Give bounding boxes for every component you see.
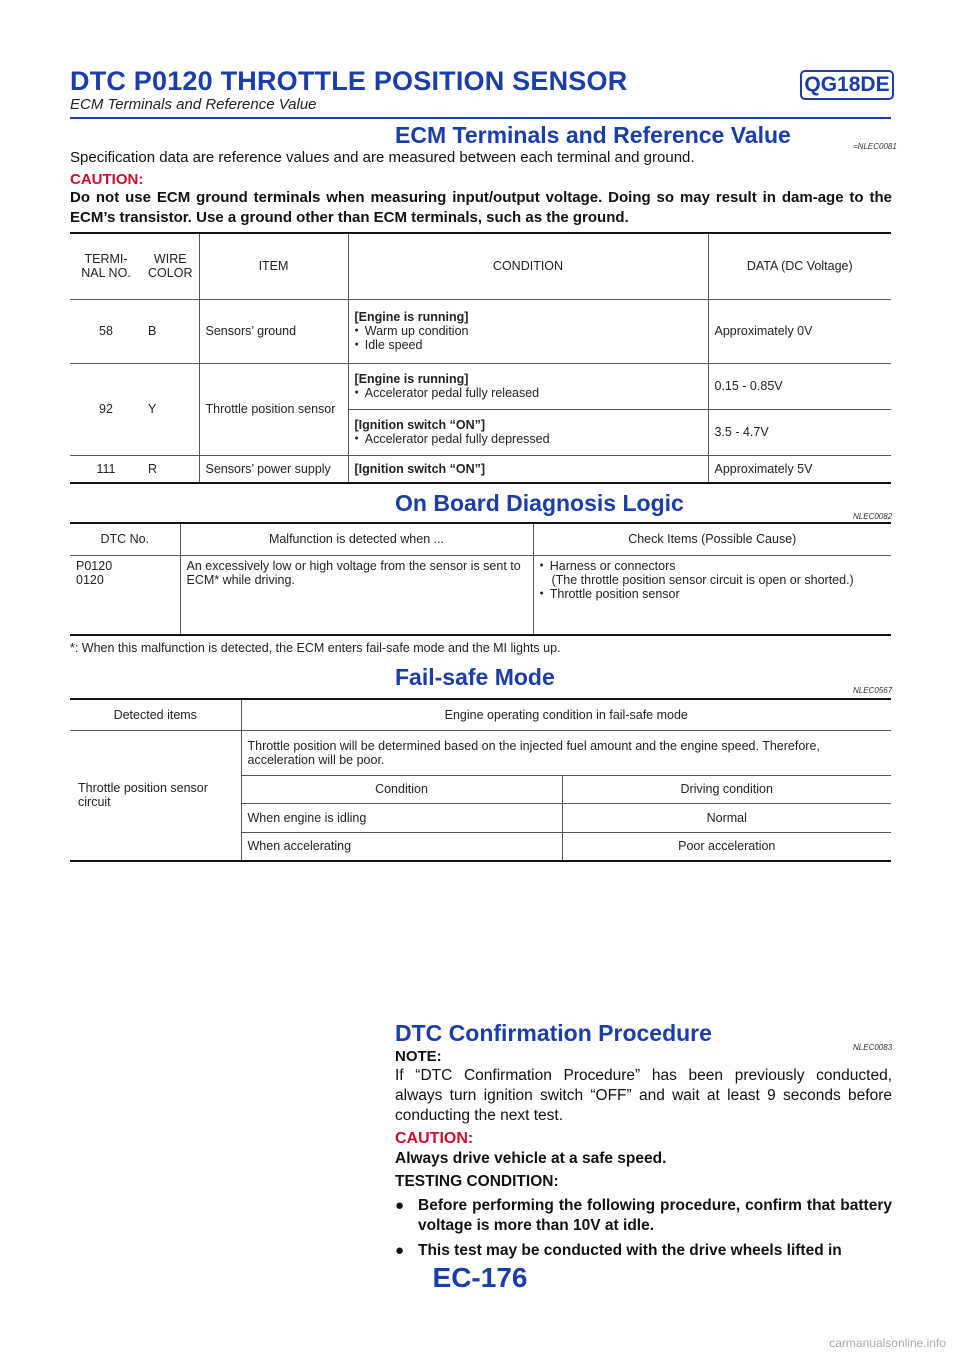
item: Throttle position sensor (199, 363, 348, 455)
ecm-caution-label: CAUTION: (70, 171, 144, 188)
terminal-no: 111 (96, 461, 116, 476)
wire-color: R (148, 461, 158, 476)
bullet-dot: ● (395, 1197, 405, 1214)
condition-cell: When accelerating (241, 832, 562, 861)
note-label: NOTE: (395, 1048, 442, 1065)
note-text: If “DTC Confirmation Procedure” has been previously conducted, always turn ignition switch “OFF” and wait at least 9 seconds before conducting the next test. (395, 1067, 892, 1124)
wire-color: Y (142, 363, 199, 455)
table-row (70, 730, 891, 775)
table-header-row (70, 699, 891, 730)
testing-condition-label: TESTING CONDITION: (395, 1173, 559, 1190)
dtc-caution-text: Always drive vehicle at a safe speed. (395, 1150, 667, 1167)
failsafe-table (70, 698, 891, 862)
dtc-caution-label: CAUTION: (395, 1130, 474, 1147)
table-row (70, 299, 891, 363)
obd-footnote: *: When this malfunction is detected, the ECM enters fail-safe mode and the MI lights up. (70, 641, 561, 655)
col-header-dtc: DTC No. (70, 523, 180, 555)
ecm-caution-text: Do not use ECM ground terminals when measuring input/output voltage. Doing so may result in dam-age to the ECM’s transistor. Use a ground other than ECM terminals, such as the ground. (70, 189, 892, 226)
obd-logic-table (70, 522, 891, 636)
page-number: EC-176 (432, 1262, 528, 1293)
dtc-code: P0120 (76, 558, 113, 573)
col-header-check: Check Items (Possible Cause) (533, 523, 891, 555)
driving-cell: Poor acceleration (562, 832, 891, 861)
condition (348, 299, 708, 363)
condition-head: [Ignition switch “ON”] (354, 418, 486, 432)
table-row (70, 455, 891, 483)
testing-bullet: Before performing the following procedure, confirm that battery voltage is more than 10V at idle. (418, 1197, 892, 1234)
engine-badge: QG18DE (800, 70, 894, 100)
condition-head: [Engine is running] (354, 372, 469, 386)
table-row (70, 363, 891, 409)
col-header-detected: Detected items (70, 699, 241, 730)
data-value: Approximately 0V (708, 299, 891, 363)
obd-section-title: On Board Diagnosis Logic (395, 490, 684, 516)
dtc-no (70, 555, 180, 635)
col-header-data: DATA (DC Voltage) (708, 233, 891, 299)
dtc-code-alt: 0120 (76, 572, 104, 587)
check-bullet: ● Throttle position sensor (540, 587, 886, 601)
dtc-confirm-ref: NLEC0083 (853, 1043, 893, 1052)
condition-bullet: ● Warm up condition (355, 324, 702, 338)
testing-bullet: This test may be conducted with the drive wheels lifted in (418, 1242, 842, 1259)
page-header-title: DTC P0120 THROTTLE POSITION SENSOR (70, 66, 628, 96)
bullet-dot: ● (395, 1242, 405, 1259)
watermark: carmanualsonline.info (829, 1336, 946, 1350)
condition: [Ignition switch “ON”] (348, 455, 708, 483)
dtc-confirm-title: DTC Confirmation Procedure (395, 1020, 712, 1046)
page-header-subtitle: ECM Terminals and Reference Value (70, 96, 317, 113)
col-header-wire: WIRE COLOR (142, 233, 199, 299)
sub-header-driving: Driving condition (562, 775, 891, 803)
table-header-row (70, 523, 891, 555)
wire-color: B (142, 299, 199, 363)
ecm-intro: Specification data are reference values and are measured between each terminal and ground. (70, 149, 695, 166)
col-header-condition: CONDITION (348, 233, 708, 299)
table-row (70, 555, 891, 635)
failsafe-description: Throttle position will be determined based on the injected fuel amount and the engine speed. Therefore, acceleration will be poor. (241, 730, 891, 775)
col-header-engine-condition: Engine operating condition in fail-safe mode (241, 699, 891, 730)
failsafe-section-title: Fail-safe Mode (395, 664, 555, 690)
table-header-row (70, 233, 891, 299)
ecm-terminal-table (70, 232, 891, 484)
condition (348, 409, 708, 455)
condition-bullet: ● Accelerator pedal fully released (355, 386, 702, 400)
terminal-no: 92 (70, 363, 142, 455)
check-items (533, 555, 891, 635)
malfunction-text: An excessively low or high voltage from the sensor is sent to ECM* while driving. (180, 555, 533, 635)
item: Sensors’ power supply (199, 455, 348, 483)
col-header-malfunction: Malfunction is detected when ... (180, 523, 533, 555)
header-rule (70, 117, 891, 119)
check-bullet: ● Harness or connectors (540, 559, 886, 573)
condition-bullet: ● Accelerator pedal fully depressed (355, 432, 702, 446)
detected-item: Throttle position sensor circuit (70, 730, 241, 861)
col-header-terminal: TERMI-NAL NO. (70, 233, 142, 299)
obd-section-ref: NLEC0082 (853, 512, 893, 521)
ecm-section-title: ECM Terminals and Reference Value (395, 122, 791, 148)
condition-bullet: ● Idle speed (355, 338, 702, 352)
data-value: 3.5 - 4.7V (708, 409, 891, 455)
col-header-item: ITEM (199, 233, 348, 299)
condition (348, 363, 708, 409)
terminal-no: 58 (70, 299, 142, 363)
condition-head: [Engine is running] (354, 310, 469, 324)
condition-cell: When engine is idling (241, 803, 562, 832)
driving-cell: Normal (562, 803, 891, 832)
sub-header-condition: Condition (241, 775, 562, 803)
item: Sensors’ ground (199, 299, 348, 363)
failsafe-section-ref: NLEC0567 (853, 686, 893, 695)
check-sub: (The throttle position sensor circuit is open or shorted.) (551, 572, 854, 587)
data-value: 0.15 - 0.85V (708, 363, 891, 409)
data-value: Approximately 5V (708, 455, 891, 483)
ecm-section-ref: =NLEC0081 (853, 142, 897, 151)
